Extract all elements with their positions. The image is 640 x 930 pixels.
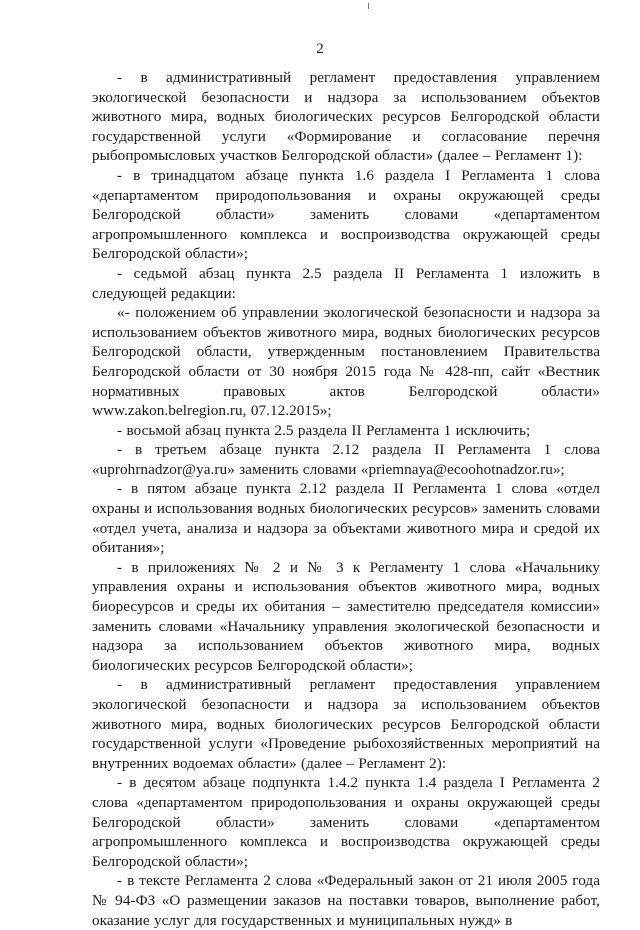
paragraph-regulation-2-intro: - в административный регламент предоставления управлением экологической безопасности и надзора за использованием объектов животного мира, водных биологических ресурсов Белгородской области государственной услуги «Проведение рыбохозяйственных мероприятий на внутренних водоемах области» (далее – Регламент 2): [92,676,600,772]
paragraph-amendment: - в третьем абзаце пункта 2.12 раздела II Регламента 1 слова «uprohrnadzor@ya.ru» заменить словами «priemnaya@ecoohotnadzor.ru»; [92,441,600,478]
document-body [92,68,600,930]
scan-mark [368,3,369,9]
paragraph-amendment: - в тринадцатом абзаце пункта 1.6 раздела I Регламента 1 слова «департаментом природопользования и охраны окружающей среды Белгородской области» заменить словами «департаментом агропромышленного комплекса и воспроизводства окружающей среды Белгородской области»; [92,166,600,263]
paragraph-regulation-1-intro: - в административный регламент предоставления управлением экологической безопасности и надзора за использованием объектов животного мира, водных биологических ресурсов Белгородской области государственной услуги «Формирование и согласование перечня рыбопромысловых участков Белгородской области» (далее – Регламент 1): [92,69,600,165]
page-number: 2 [316,41,324,57]
paragraph-amendment: - седьмой абзац пункта 2.5 раздела II Регламента 1 изложить в следующей редакции: [92,264,600,302]
paragraph-amendment: - восьмой абзац пункта 2.5 раздела II Регламента 1 исключить; [117,421,531,439]
paragraph-amendment: - в десятом абзаце подпункта 1.4.2 пункта 1.4 раздела I Регламента 2 слова «департаментом природопользования и охраны окружающей среды Белгородской области» заменить словами «департаментом агропромышленного комплекса и воспроизводства окружающей среды Белгородской области»; [92,774,600,870]
paragraph-amendment: - в приложениях № 2 и № 3 к Регламенту 1 слова «Начальнику управления охраны и использования объектов животного мира, водных биоресурсов и среды их обитания – заместителю председателя комиссии» заменить словами «Начальнику управления экологической безопасности и надзора за использованием объектов животного мира, водных биологических ресурсов Белгородской области»; [92,558,600,674]
paragraph-amendment: - в тексте Регламента 2 слова «Федеральный закон от 21 июля 2005 года № 94-ФЗ «О размещении заказов на поставки товаров, выполнение работ, оказание услуг для государственных и муниципальных нужд» в [92,872,600,929]
paragraph-amendment: - в пятом абзаце пункта 2.12 раздела II Регламента 1 слова «отдел охраны и использования водных биологических ресурсов» заменить словами «отдел учета, анализа и надзора за объектами животного мира и средой их обитания»; [92,480,600,557]
paragraph-new-wording: «- положением об управлении экологической безопасности и надзора за использованием объектов животного мира, водных биологических ресурсов Белгородской области, утвержденным постановлением Правительства Белгородской области от 30 ноября 2015 года № 428-пп, сайт «Вестник нормативных правовых актов Белгородской области» www.zakon.belregion.ru, 07.12.2015»; [92,304,600,420]
